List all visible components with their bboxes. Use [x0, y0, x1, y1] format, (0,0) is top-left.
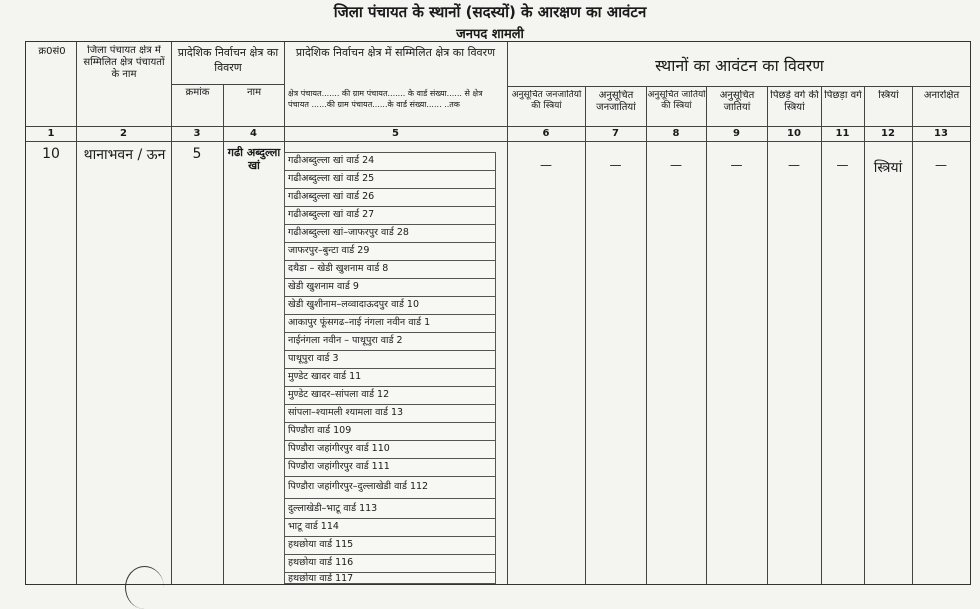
value-st: —: [609, 158, 622, 172]
ward-item: पाथूपुरा वार्ड 3: [284, 350, 496, 369]
col-number: 13: [934, 128, 948, 139]
header-area-sub: क्षेत्र पंचायत....... की ग्राम पंचायत....... के वार्ड संख्या...... से क्षेत्र पंचायत ......की ग्राम पंचायत......के वार्ड संख्या...... ..तक: [288, 89, 483, 109]
page-subtitle: जनपद शामली: [456, 27, 524, 42]
ward-item: मुण्डेट खादर–सांपला वार्ड 12: [284, 386, 496, 405]
ward-item: पिण्डौरा जहांगीरपुर–दुल्लाखेडी वार्ड 112: [284, 476, 496, 499]
value-unreserved: —: [935, 158, 947, 172]
header-allocation: स्थानों का आवंटन का विवरण: [655, 56, 824, 75]
ward-item: हथछोया वार्ड 117: [284, 572, 496, 584]
value-st-women: —: [540, 158, 552, 172]
ward-item: नाईनंगला नवीन – पाथूपुरा वार्ड 2: [284, 332, 496, 351]
ward-item: दुल्लाखेडी–भाटू वार्ड 113: [284, 498, 496, 519]
col-number: 8: [672, 128, 680, 139]
col-number: 7: [612, 128, 619, 139]
allocation-table: [25, 41, 971, 585]
value-women: स्त्रियां: [873, 160, 903, 176]
ward-item: पिण्डौरा जहांगीरपुर वार्ड 110: [284, 440, 496, 459]
col-number: 2: [120, 128, 127, 139]
row-sno: 10: [42, 146, 60, 162]
header-area: प्रादेशिक निर्वाचन क्षेत्र में सम्मिलित क्षेत्र का विवरण: [295, 46, 496, 59]
ward-item: भाटू वार्ड 114: [284, 518, 496, 537]
header-st: अनुसूचित जनजातियां: [596, 90, 636, 113]
row-kramank: 5: [192, 146, 202, 162]
value-sc: —: [730, 158, 743, 172]
ward-item: गढीअब्दुल्ला खां वार्ड 27: [284, 206, 496, 225]
header-constituency: प्रादेशिक निर्वाचन क्षेत्र का विवरण: [177, 46, 279, 74]
ward-item: खेडी खुशनाम वार्ड 9: [284, 278, 496, 297]
col-number: 3: [193, 128, 201, 139]
ward-item: पिण्डौरा वार्ड 109: [284, 422, 496, 441]
header-sc-women: अनुसूचित जातियों की स्त्रियां: [647, 90, 706, 111]
header-unreserved: अनारक्षित: [923, 90, 960, 101]
value-sc-women: —: [670, 158, 682, 172]
ward-item: दथैडा – खेडी खुशनाम वार्ड 8: [284, 260, 496, 279]
ward-item: आकापुर फूंसगढ–नाई नंगला नवीन वार्ड 1: [284, 314, 496, 333]
header-obc: पिछड़ा वर्ग: [824, 90, 862, 101]
ward-item: जाफरपुर–बुन्टा वार्ड 29: [284, 242, 496, 261]
header-women: स्त्रियां: [878, 90, 899, 101]
col-number: 6: [542, 128, 550, 139]
ward-item: गढीअब्दुल्ला खां–जाफरपुर वार्ड 28: [284, 224, 496, 243]
ward-item: सांपला–श्यामली श्यामला वार्ड 13: [284, 404, 496, 423]
header-obc-women: पिछड़े वर्ग की स्त्रियां: [770, 90, 819, 113]
ward-item: गढीअब्दुल्ला खां वार्ड 26: [284, 188, 496, 207]
value-obc: —: [836, 158, 849, 172]
row-naam: गढी अब्दुल्ला खां: [227, 146, 281, 172]
ward-item: पिण्डौरा जहांगीरपुर वार्ड 111: [284, 458, 496, 477]
header-sno: क्र0सं0: [38, 46, 66, 57]
col-number: 10: [787, 128, 801, 139]
ward-item: गढीअब्दुल्ला खां वार्ड 24: [284, 152, 496, 171]
ward-item: गढीअब्दुल्ला खां वार्ड 25: [284, 170, 496, 189]
col-number: 5: [392, 128, 399, 139]
ward-item: हथछोया वार्ड 116: [284, 554, 496, 573]
header-panchayat: जिला पंचायत क्षेत्र में सम्मिलित क्षेत्र पंचायतों के नाम: [83, 45, 165, 80]
col-number: 1: [47, 128, 55, 139]
ward-item: खेडी खुशीनाम–लव्वादाऊदपुर वार्ड 10: [284, 296, 496, 315]
ward-item: मुण्डेट खादर वार्ड 11: [284, 368, 496, 387]
row-panchayat: थानाभवन / ऊन: [83, 147, 166, 163]
ward-item: हथछोया वार्ड 115: [284, 536, 496, 555]
signature-mark: [125, 566, 164, 609]
page-title: जिला पंचायत के स्थानों (सदस्यों) के आरक्षण का आवंटन: [333, 3, 647, 21]
header-sc: अनुसूचित जातियां: [719, 90, 755, 113]
header-naam: नाम: [246, 87, 262, 98]
header-st-women: अनुसूचित जनजातियों की स्त्रियां: [511, 90, 582, 111]
col-number: 12: [881, 128, 895, 139]
col-number: 11: [835, 128, 850, 139]
col-number: 4: [250, 128, 257, 139]
value-obc-women: —: [788, 158, 800, 172]
col-number: 9: [733, 128, 740, 139]
header-kramank: क्रमांक: [185, 87, 210, 98]
